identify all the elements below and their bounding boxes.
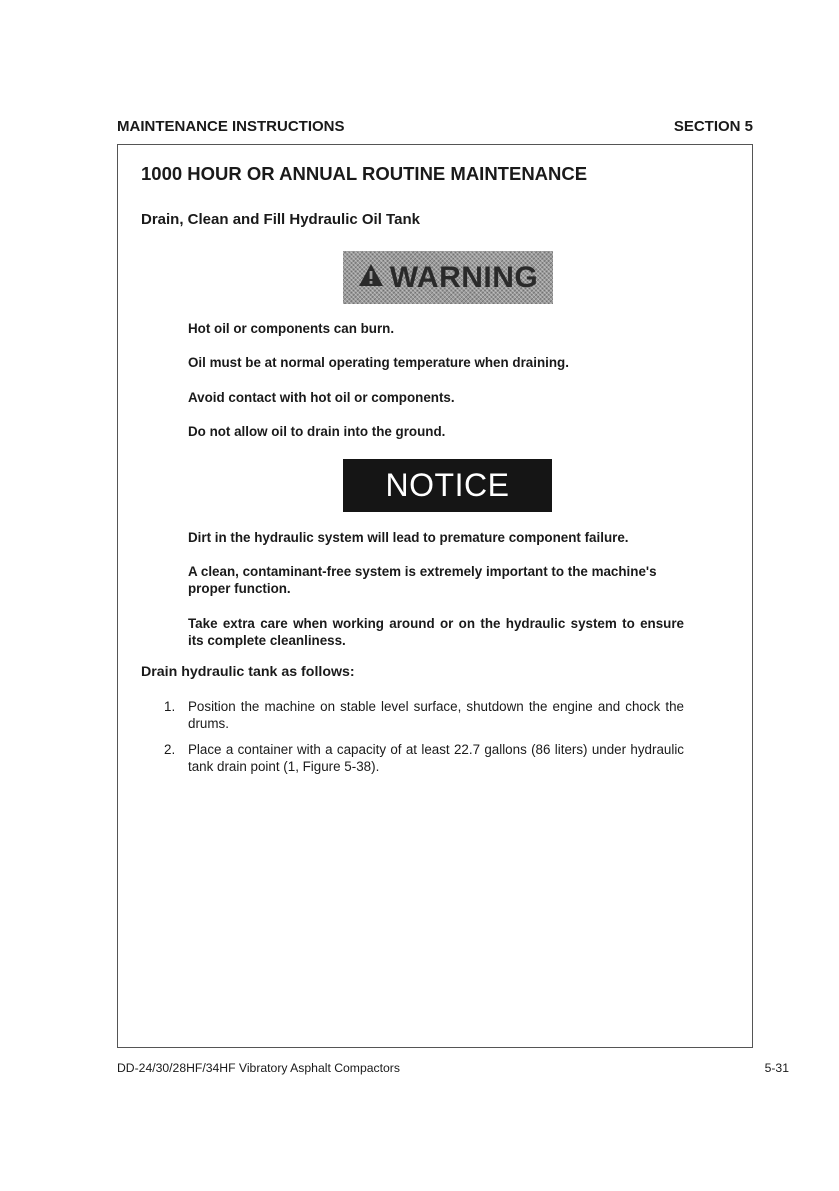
header-section: SECTION 5 — [673, 118, 753, 135]
drain-heading: Drain hydraulic tank as follows: — [141, 664, 355, 680]
content-frame — [117, 144, 753, 1048]
warning-line: Do not allow oil to drain into the ground. — [188, 424, 446, 439]
footer-product: DD-24/30/28HF/34HF Vibratory Asphalt Compactors — [117, 1061, 400, 1075]
step-text: Place a container with a capacity of at least 22.7 gallons (86 liters) under hydraulic tank drain point (1, Figure 5-38). — [188, 742, 684, 774]
notice-line: A clean, contaminant-free system is extremely important to the machine's proper function. — [188, 564, 657, 596]
page-subtitle: Drain, Clean and Fill Hydraulic Oil Tank — [141, 211, 420, 228]
notice-line: Take extra care when working around or on the hydraulic system to ensure its complete cleanliness. — [188, 616, 684, 648]
warning-triangle-icon — [358, 263, 384, 292]
notice-label: NOTICE — [385, 467, 510, 503]
warning-line: Hot oil or components can burn. — [188, 321, 395, 336]
step-number: 1. — [164, 699, 176, 714]
notice-banner — [343, 459, 552, 512]
step-text: Position the machine on stable level surface, shutdown the engine and chock the drums. — [188, 699, 684, 731]
header-title: MAINTENANCE INSTRUCTIONS — [117, 118, 345, 135]
notice-line: Dirt in the hydraulic system will lead to premature component failure. — [188, 530, 629, 545]
warning-line: Oil must be at normal operating temperature when draining. — [188, 355, 569, 370]
warning-line: Avoid contact with hot oil or components. — [188, 390, 455, 405]
warning-label: WARNING — [389, 260, 539, 294]
warning-banner — [343, 251, 553, 304]
page-title: 1000 HOUR OR ANNUAL ROUTINE MAINTENANCE — [141, 163, 588, 184]
footer-page-number: 5-31 — [764, 1061, 789, 1075]
step-number: 2. — [164, 742, 176, 757]
